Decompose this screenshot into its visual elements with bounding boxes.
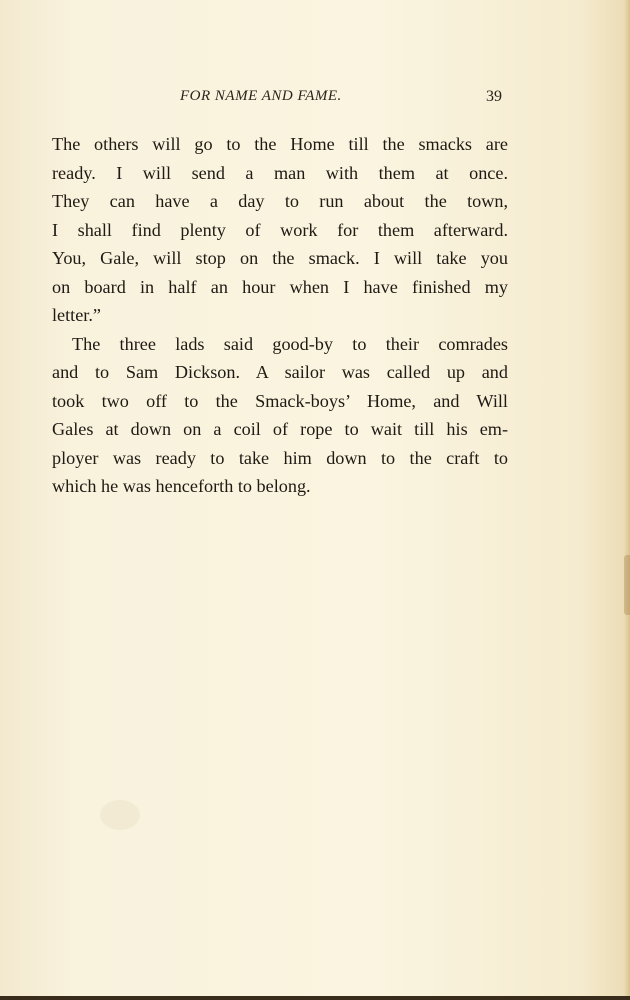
- text-line: on board in half an hour when I have finished my: [52, 276, 508, 297]
- text-line: The three lads said good-by to their comrades: [72, 333, 508, 354]
- running-head: [0, 88, 630, 114]
- margin-stain: [624, 555, 630, 615]
- text-line: ployer was ready to take him down to the craft to: [52, 447, 508, 468]
- page-edge-shadow: [624, 0, 630, 1000]
- running-title: FOR NAME AND FAME.: [180, 88, 342, 104]
- text-line: I shall find plenty of work for them afterward.: [52, 219, 508, 240]
- text-line: ready. I will send a man with them at once.: [52, 162, 508, 183]
- body-text: [52, 130, 508, 501]
- text-line: You, Gale, will stop on the smack. I will take you: [52, 248, 508, 268]
- paper-stain: [100, 800, 140, 830]
- page-bottom-edge: [0, 996, 630, 1000]
- text-line: and to Sam Dickson. A sailor was called up and: [52, 362, 508, 382]
- text-line: which he was henceforth to belong.: [52, 476, 311, 496]
- page-number: 39: [486, 88, 502, 105]
- text-line: Gales at down on a coil of rope to wait till his em-: [52, 419, 508, 439]
- text-line: The others will go to the Home till the smacks are: [52, 134, 508, 154]
- text-line: took two off to the Smack-boys’ Home, and Will: [52, 390, 508, 411]
- text-line: They can have a day to run about the town,: [52, 191, 508, 211]
- text-line: letter.”: [52, 305, 101, 325]
